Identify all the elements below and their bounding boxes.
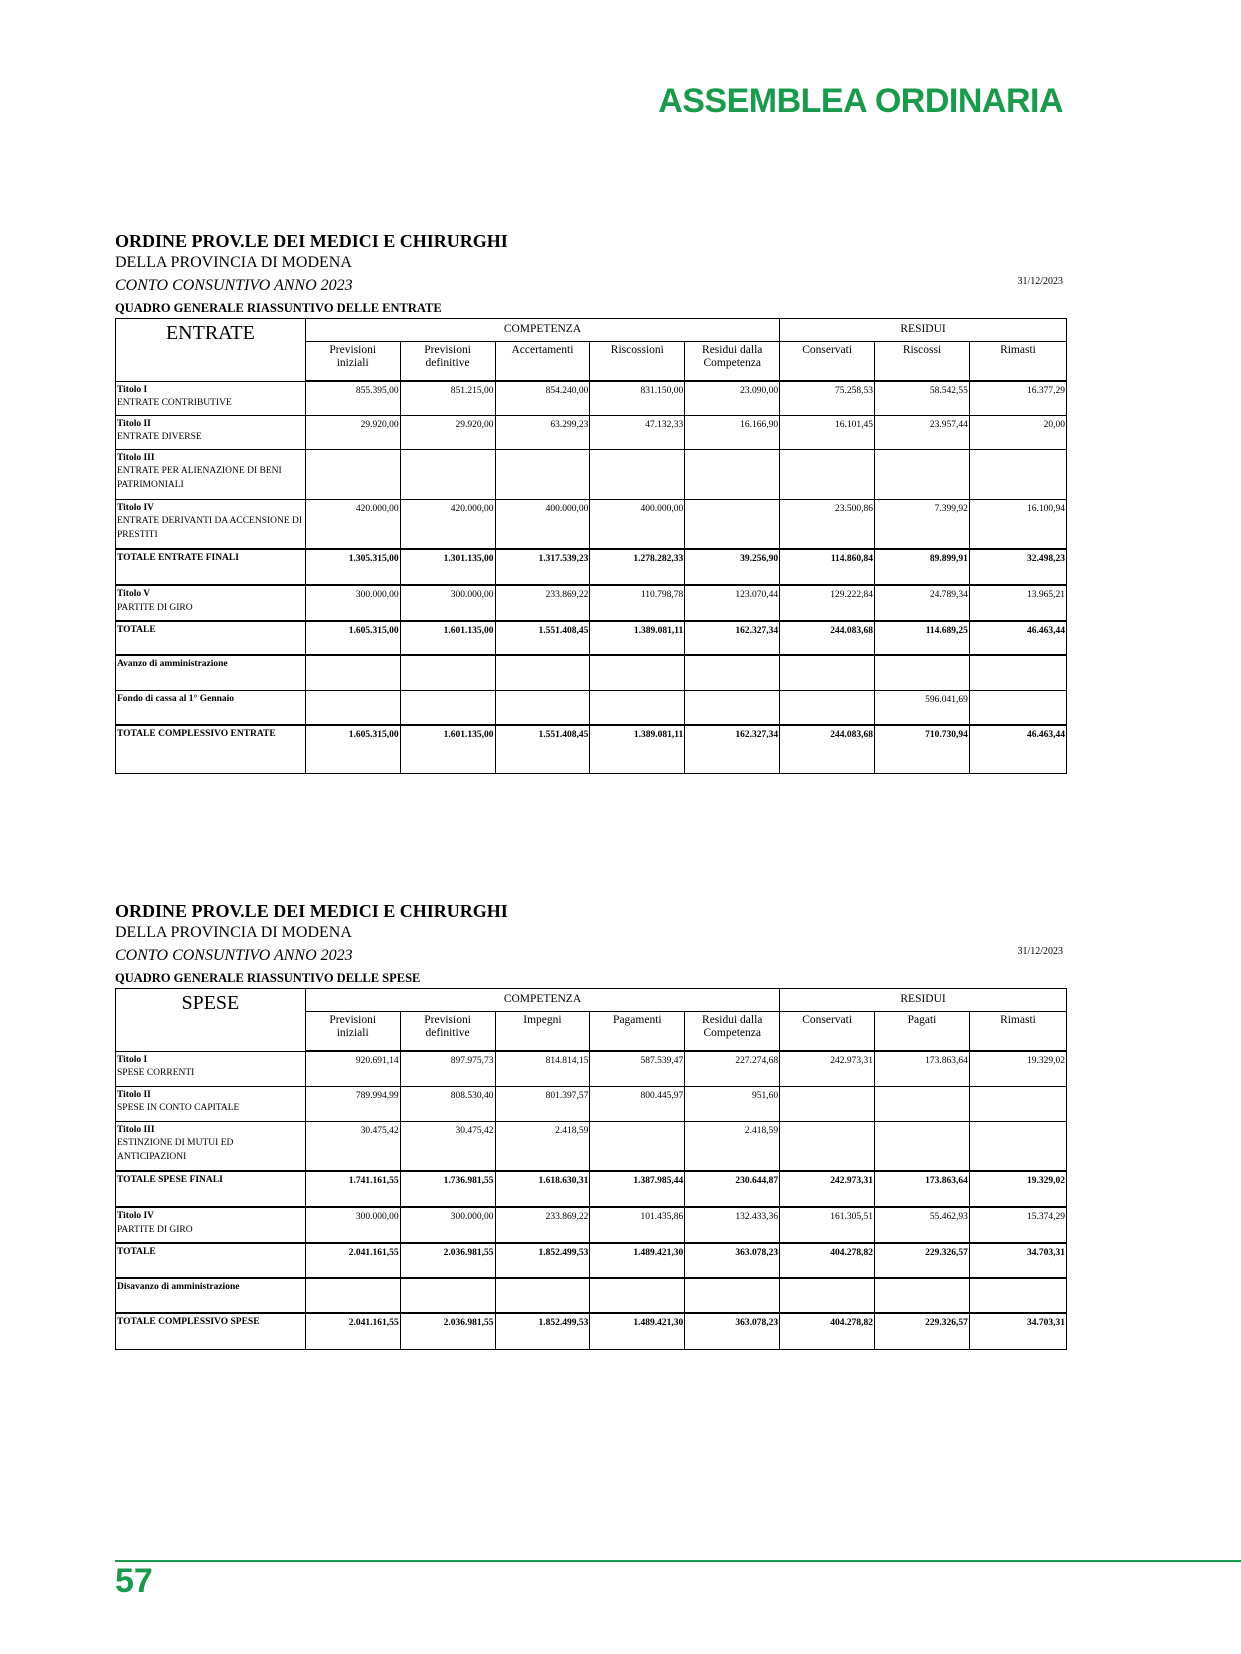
value-cell bbox=[590, 1278, 685, 1313]
value-cell bbox=[305, 1278, 400, 1313]
value-cell: 404.278,82 bbox=[780, 1313, 875, 1349]
row-title: Titolo V bbox=[117, 589, 151, 599]
spese-section bbox=[115, 900, 1067, 1350]
table-row bbox=[116, 655, 1067, 690]
value-cell: 800.445,97 bbox=[590, 1086, 685, 1121]
value-cell: 16.166,90 bbox=[685, 415, 780, 449]
row-title: Titolo IV bbox=[117, 1211, 155, 1221]
value-cell bbox=[875, 449, 970, 499]
row-label bbox=[116, 655, 306, 690]
quadro-title: QUADRO GENERALE RIASSUNTIVO DELLE SPESE bbox=[115, 971, 421, 985]
value-cell bbox=[969, 1278, 1066, 1313]
row-title: Avanzo di amministrazione bbox=[117, 659, 228, 669]
column-header: Conservati bbox=[780, 1012, 875, 1052]
value-cell: 162.327,34 bbox=[685, 725, 780, 773]
table-row bbox=[116, 1086, 1067, 1121]
value-cell: 300.000,00 bbox=[305, 1207, 400, 1243]
value-cell bbox=[685, 655, 780, 690]
value-cell bbox=[875, 655, 970, 690]
column-header: Previsioni definitive bbox=[400, 342, 495, 382]
banner-title: ASSEMBLEA ORDINARIA bbox=[658, 82, 1063, 120]
value-cell: 173.863,64 bbox=[875, 1171, 970, 1207]
column-header: Riscossioni bbox=[590, 342, 685, 382]
row-description: PARTITE DI GIRO bbox=[117, 602, 193, 613]
column-header: Pagati bbox=[875, 1012, 970, 1052]
table-row bbox=[116, 585, 1067, 621]
table-row bbox=[116, 449, 1067, 499]
value-cell: 110.798,78 bbox=[590, 585, 685, 621]
org-name: ORDINE PROV.LE DEI MEDICI E CHIRURGHI bbox=[115, 901, 508, 921]
value-cell: 46.463,44 bbox=[969, 621, 1066, 655]
value-cell bbox=[780, 1278, 875, 1313]
value-cell: 400.000,00 bbox=[495, 499, 590, 549]
value-cell: 1.389.081,11 bbox=[590, 621, 685, 655]
row-description: SPESE IN CONTO CAPITALE bbox=[117, 1103, 240, 1113]
column-header: Residui dalla Competenza bbox=[685, 342, 780, 382]
row-label bbox=[116, 1086, 306, 1121]
value-cell: 951,60 bbox=[685, 1086, 780, 1121]
value-cell: 7.399,92 bbox=[875, 499, 970, 549]
value-cell: 30.475,42 bbox=[305, 1121, 400, 1171]
value-cell bbox=[875, 1121, 970, 1171]
value-cell: 831.150,00 bbox=[590, 381, 685, 415]
value-cell bbox=[495, 690, 590, 725]
row-label bbox=[116, 1313, 306, 1349]
value-cell: 400.000,00 bbox=[590, 499, 685, 549]
value-cell: 32.498,23 bbox=[969, 549, 1066, 585]
value-cell: 15.374,29 bbox=[969, 1207, 1066, 1243]
row-label bbox=[116, 1278, 306, 1313]
row-label bbox=[116, 1243, 306, 1278]
row-title: Titolo I bbox=[117, 1054, 148, 1065]
table-head-label: ENTRATE bbox=[116, 319, 306, 382]
value-cell: 300.000,00 bbox=[305, 585, 400, 621]
value-cell bbox=[495, 1278, 590, 1313]
value-cell: 300.000,00 bbox=[400, 585, 495, 621]
value-cell bbox=[305, 449, 400, 499]
value-cell bbox=[685, 449, 780, 499]
value-cell: 1.852.499,53 bbox=[495, 1243, 590, 1278]
column-header: Rimasti bbox=[969, 1012, 1066, 1052]
value-cell: 161.305,51 bbox=[780, 1207, 875, 1243]
row-title: TOTALE bbox=[117, 625, 156, 635]
value-cell: 23.957,44 bbox=[875, 415, 970, 449]
table-row bbox=[116, 690, 1067, 725]
value-cell: 1.618.630,31 bbox=[495, 1171, 590, 1207]
value-cell bbox=[685, 1278, 780, 1313]
row-label bbox=[116, 1121, 306, 1171]
column-header: Residui dalla Competenza bbox=[685, 1012, 780, 1052]
value-cell: 34.703,31 bbox=[969, 1313, 1066, 1349]
table-row bbox=[116, 1171, 1067, 1207]
value-cell: 230.644,87 bbox=[685, 1171, 780, 1207]
row-label bbox=[116, 449, 306, 499]
value-cell: 58.542,55 bbox=[875, 381, 970, 415]
row-description: SPESE CORRENTI bbox=[117, 1068, 195, 1078]
value-cell bbox=[780, 690, 875, 725]
value-cell bbox=[780, 449, 875, 499]
row-title: Titolo III bbox=[117, 452, 155, 463]
value-cell: 242.973,31 bbox=[780, 1171, 875, 1207]
value-cell: 596.041,69 bbox=[875, 690, 970, 725]
entrate-table bbox=[115, 318, 1067, 774]
column-header: Conservati bbox=[780, 342, 875, 382]
value-cell: 13.965,21 bbox=[969, 585, 1066, 621]
value-cell bbox=[400, 655, 495, 690]
value-cell: 129.222,84 bbox=[780, 585, 875, 621]
value-cell: 1.301.135,00 bbox=[400, 549, 495, 585]
value-cell bbox=[969, 1121, 1066, 1171]
value-cell bbox=[495, 449, 590, 499]
row-description: ESTINZIONE DI MUTUI ED ANTICIPAZIONI bbox=[117, 1138, 234, 1162]
value-cell: 897.975,73 bbox=[400, 1051, 495, 1086]
value-cell: 30.475,42 bbox=[400, 1121, 495, 1171]
value-cell: 23.090,00 bbox=[685, 381, 780, 415]
value-cell bbox=[495, 655, 590, 690]
value-cell: 2.041.161,55 bbox=[305, 1313, 400, 1349]
row-label bbox=[116, 499, 306, 549]
value-cell: 114.689,25 bbox=[875, 621, 970, 655]
table-row bbox=[116, 1278, 1067, 1313]
value-cell: 89.899,91 bbox=[875, 549, 970, 585]
row-title: Titolo I bbox=[117, 384, 148, 395]
value-cell: 29.920,00 bbox=[305, 415, 400, 449]
table-row bbox=[116, 725, 1067, 773]
table-row bbox=[116, 1243, 1067, 1278]
row-title: Disavanzo di amministrazione bbox=[117, 1282, 240, 1292]
value-cell: 20,00 bbox=[969, 415, 1066, 449]
row-title: Titolo III bbox=[117, 1124, 155, 1135]
column-header: Pagamenti bbox=[590, 1012, 685, 1052]
value-cell: 587.539,47 bbox=[590, 1051, 685, 1086]
table-row bbox=[116, 1051, 1067, 1086]
value-cell: 920.691,14 bbox=[305, 1051, 400, 1086]
value-cell: 55.462,93 bbox=[875, 1207, 970, 1243]
value-cell: 23.500,86 bbox=[780, 499, 875, 549]
row-title: TOTALE COMPLESSIVO ENTRATE bbox=[117, 729, 276, 739]
value-cell: 2.418,59 bbox=[685, 1121, 780, 1171]
column-header: Previsioni iniziali bbox=[305, 1012, 400, 1052]
value-cell: 229.326,57 bbox=[875, 1243, 970, 1278]
value-cell bbox=[400, 1278, 495, 1313]
row-title: TOTALE COMPLESSIVO SPESE bbox=[117, 1317, 260, 1327]
row-title: Titolo IV bbox=[117, 502, 155, 513]
value-cell bbox=[875, 1086, 970, 1121]
value-cell: 1.605.315,00 bbox=[305, 725, 400, 773]
value-cell: 101.435,86 bbox=[590, 1207, 685, 1243]
row-label bbox=[116, 1171, 306, 1207]
value-cell: 1.305.315,00 bbox=[305, 549, 400, 585]
value-cell bbox=[780, 1121, 875, 1171]
value-cell: 244.083,68 bbox=[780, 725, 875, 773]
row-title: Titolo II bbox=[117, 1089, 151, 1100]
row-label bbox=[116, 621, 306, 655]
value-cell: 173.863,64 bbox=[875, 1051, 970, 1086]
column-header: Impegni bbox=[495, 1012, 590, 1052]
value-cell: 1.278.282,33 bbox=[590, 549, 685, 585]
value-cell bbox=[969, 449, 1066, 499]
residui-header: RESIDUI bbox=[780, 319, 1067, 342]
value-cell: 420.000,00 bbox=[305, 499, 400, 549]
conto-consuntivo: CONTO CONSUNTIVO ANNO 2023 bbox=[115, 947, 353, 964]
report-date: 31/12/2023 bbox=[1017, 946, 1063, 957]
value-cell: 24.789,34 bbox=[875, 585, 970, 621]
value-cell bbox=[590, 690, 685, 725]
spese-table bbox=[115, 988, 1067, 1350]
table-row bbox=[116, 621, 1067, 655]
value-cell: 1.551.408,45 bbox=[495, 621, 590, 655]
org-name: ORDINE PROV.LE DEI MEDICI E CHIRURGHI bbox=[115, 231, 508, 251]
column-header: Rimasti bbox=[969, 342, 1066, 382]
conto-consuntivo: CONTO CONSUNTIVO ANNO 2023 bbox=[115, 277, 353, 294]
value-cell: 300.000,00 bbox=[400, 1207, 495, 1243]
value-cell: 1.489.421,30 bbox=[590, 1243, 685, 1278]
value-cell: 46.463,44 bbox=[969, 725, 1066, 773]
value-cell: 710.730,94 bbox=[875, 725, 970, 773]
row-label bbox=[116, 1051, 306, 1086]
value-cell: 16.100,94 bbox=[969, 499, 1066, 549]
value-cell bbox=[969, 1086, 1066, 1121]
table-head-label: SPESE bbox=[116, 989, 306, 1052]
value-cell: 34.703,31 bbox=[969, 1243, 1066, 1278]
value-cell: 1.605.315,00 bbox=[305, 621, 400, 655]
value-cell: 801.397,57 bbox=[495, 1086, 590, 1121]
row-description: ENTRATE PER ALIENAZIONE DI BENI PATRIMONIALI bbox=[117, 466, 282, 490]
value-cell: 404.278,82 bbox=[780, 1243, 875, 1278]
residui-header: RESIDUI bbox=[780, 989, 1067, 1012]
province-name: DELLA PROVINCIA DI MODENA bbox=[115, 254, 352, 271]
province-name: DELLA PROVINCIA DI MODENA bbox=[115, 924, 352, 941]
value-cell: 63.299,23 bbox=[495, 415, 590, 449]
column-header: Riscossi bbox=[875, 342, 970, 382]
value-cell: 132.433,36 bbox=[685, 1207, 780, 1243]
competenza-header: COMPETENZA bbox=[305, 319, 779, 342]
table-row bbox=[116, 1207, 1067, 1243]
value-cell: 244.083,68 bbox=[780, 621, 875, 655]
value-cell: 242.973,31 bbox=[780, 1051, 875, 1086]
value-cell bbox=[400, 690, 495, 725]
value-cell: 814.814,15 bbox=[495, 1051, 590, 1086]
value-cell: 16.377,29 bbox=[969, 381, 1066, 415]
row-label bbox=[116, 690, 306, 725]
value-cell bbox=[305, 690, 400, 725]
value-cell: 162.327,34 bbox=[685, 621, 780, 655]
value-cell bbox=[400, 449, 495, 499]
row-description: ENTRATE DIVERSE bbox=[117, 432, 202, 442]
value-cell: 75.258,53 bbox=[780, 381, 875, 415]
row-label bbox=[116, 549, 306, 585]
value-cell: 2.041.161,55 bbox=[305, 1243, 400, 1278]
value-cell: 114.860,84 bbox=[780, 549, 875, 585]
value-cell: 47.132,33 bbox=[590, 415, 685, 449]
value-cell bbox=[780, 1086, 875, 1121]
column-header: Previsioni definitive bbox=[400, 1012, 495, 1052]
value-cell: 233.869,22 bbox=[495, 1207, 590, 1243]
value-cell: 1.551.408,45 bbox=[495, 725, 590, 773]
column-header: Accertamenti bbox=[495, 342, 590, 382]
value-cell: 363.078,23 bbox=[685, 1243, 780, 1278]
value-cell: 2.418,59 bbox=[495, 1121, 590, 1171]
table-row bbox=[116, 381, 1067, 415]
table-row bbox=[116, 549, 1067, 585]
value-cell: 19.329,02 bbox=[969, 1051, 1066, 1086]
row-label bbox=[116, 725, 306, 773]
value-cell: 229.326,57 bbox=[875, 1313, 970, 1349]
table-row bbox=[116, 415, 1067, 449]
value-cell: 16.101,45 bbox=[780, 415, 875, 449]
value-cell: 123.070,44 bbox=[685, 585, 780, 621]
value-cell: 363.078,23 bbox=[685, 1313, 780, 1349]
value-cell: 1.736.981,55 bbox=[400, 1171, 495, 1207]
column-header: Previsioni iniziali bbox=[305, 342, 400, 382]
competenza-header: COMPETENZA bbox=[305, 989, 779, 1012]
value-cell: 1.317.539,23 bbox=[495, 549, 590, 585]
value-cell: 1.489.421,30 bbox=[590, 1313, 685, 1349]
row-label bbox=[116, 585, 306, 621]
value-cell: 1.601.135,00 bbox=[400, 621, 495, 655]
row-label bbox=[116, 381, 306, 415]
value-cell: 2.036.981,55 bbox=[400, 1313, 495, 1349]
value-cell: 420.000,00 bbox=[400, 499, 495, 549]
value-cell: 851.215,00 bbox=[400, 381, 495, 415]
quadro-title: QUADRO GENERALE RIASSUNTIVO DELLE ENTRATE bbox=[115, 301, 442, 315]
row-description: ENTRATE DERIVANTI DA ACCENSIONE DI PRESTITI bbox=[117, 516, 303, 540]
table-row bbox=[116, 1121, 1067, 1171]
table-row bbox=[116, 499, 1067, 549]
value-cell bbox=[969, 690, 1066, 725]
page-number: 57 bbox=[115, 1562, 153, 1600]
footer-rule bbox=[115, 1560, 1241, 1562]
row-title: TOTALE ENTRATE FINALI bbox=[117, 553, 239, 563]
row-title: TOTALE bbox=[117, 1247, 156, 1257]
value-cell: 2.036.981,55 bbox=[400, 1243, 495, 1278]
row-title: TOTALE SPESE FINALI bbox=[117, 1175, 223, 1185]
row-description: ENTRATE CONTRIBUTIVE bbox=[117, 398, 232, 408]
value-cell bbox=[590, 655, 685, 690]
row-description: PARTITE DI GIRO bbox=[117, 1224, 193, 1235]
value-cell bbox=[969, 655, 1066, 690]
value-cell: 29.920,00 bbox=[400, 415, 495, 449]
value-cell: 19.329,02 bbox=[969, 1171, 1066, 1207]
value-cell: 1.852.499,53 bbox=[495, 1313, 590, 1349]
table-row bbox=[116, 1313, 1067, 1349]
value-cell bbox=[590, 449, 685, 499]
value-cell: 854.240,00 bbox=[495, 381, 590, 415]
value-cell: 227.274,68 bbox=[685, 1051, 780, 1086]
report-date: 31/12/2023 bbox=[1017, 276, 1063, 287]
value-cell: 1.387.985,44 bbox=[590, 1171, 685, 1207]
row-label bbox=[116, 415, 306, 449]
value-cell bbox=[780, 655, 875, 690]
value-cell: 39.256,90 bbox=[685, 549, 780, 585]
value-cell bbox=[685, 690, 780, 725]
value-cell bbox=[305, 655, 400, 690]
value-cell: 1.389.081,11 bbox=[590, 725, 685, 773]
value-cell: 233.869,22 bbox=[495, 585, 590, 621]
value-cell bbox=[590, 1121, 685, 1171]
entrate-section bbox=[115, 230, 1067, 774]
value-cell: 789.994,99 bbox=[305, 1086, 400, 1121]
value-cell: 808.530,40 bbox=[400, 1086, 495, 1121]
value-cell: 855.395,00 bbox=[305, 381, 400, 415]
row-title: Titolo II bbox=[117, 418, 151, 429]
row-title: Fondo di cassa al 1° Gennaio bbox=[117, 693, 235, 704]
value-cell bbox=[875, 1278, 970, 1313]
value-cell: 1.741.161,55 bbox=[305, 1171, 400, 1207]
row-label bbox=[116, 1207, 306, 1243]
value-cell: 1.601.135,00 bbox=[400, 725, 495, 773]
value-cell bbox=[685, 499, 780, 549]
